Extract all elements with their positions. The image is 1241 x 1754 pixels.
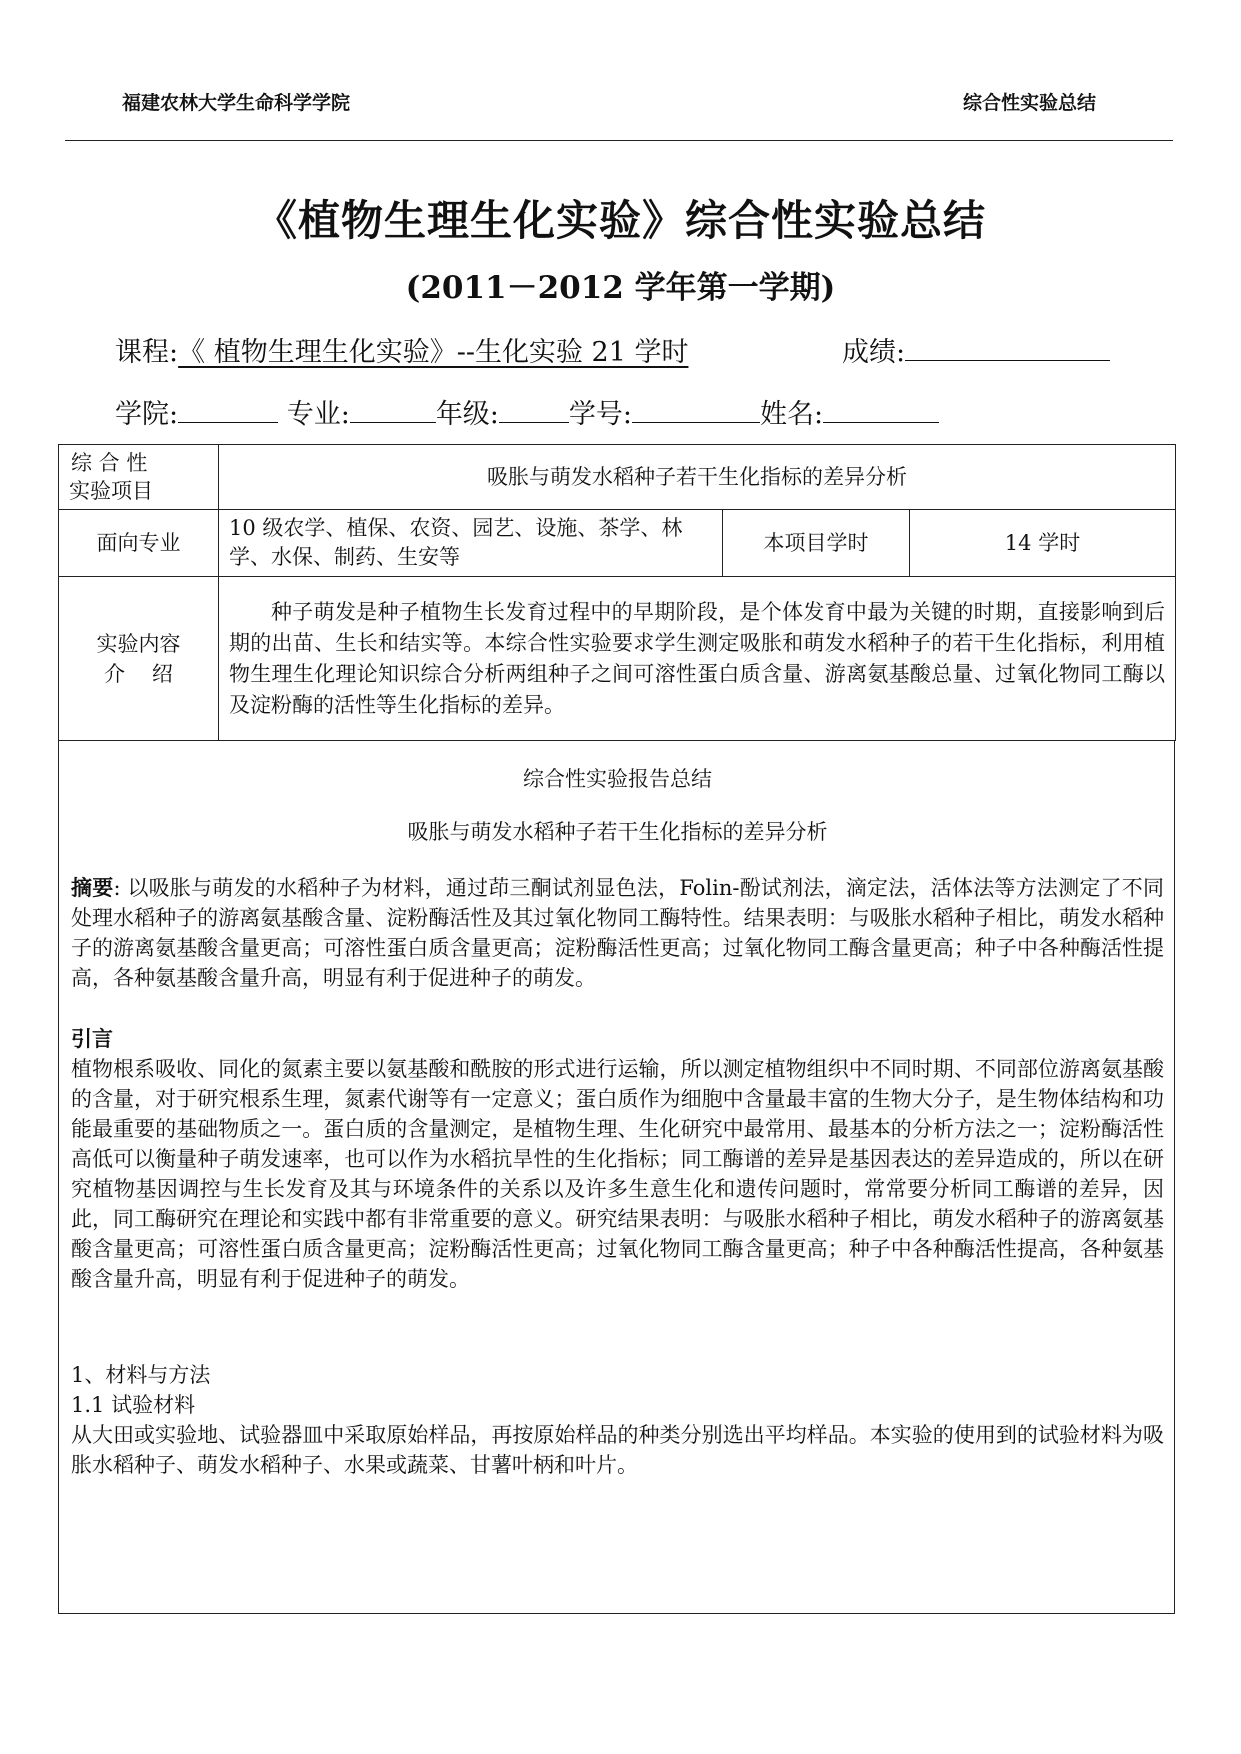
student-id-blank[interactable] <box>632 394 760 423</box>
major-blank[interactable] <box>350 394 436 423</box>
hours-value: 14 学时 <box>910 510 1176 577</box>
intro-text: 植物根系吸收、同化的氮素主要以氨基酸和酰胺的形式进行运输，所以测定植物组织中不同时期、不同部位游离氨基酸的含量，对于研究根系生理，氮素代谢等有一定意义；蛋白质作为细胞中含量最丰富的生物大分子，是生物体结构和功能最重要的基础物质之一。蛋白质的含量测定，是植物生理、生化研究中最常用、最基本的分析方法之一；淀粉酶活性高低可以衡量种子萌发速率，也可以作为水稻抗旱性的生化指标；同工酶谱的差异是基因表达的差异造成的，所以在研究植物基因调控与生长发育及其与环境条件的关系以及许多生意生化和遗传问题时，常常要分析同工酶谱的差异，因此，同工酶研究在理论和实践中都有非常重要的意义。研究结果表明：与吸胀水稻种子相比，萌发水稻种子的游离氨基酸含量更高；可溶性蛋白质含量更高；淀粉酶活性更高；过氧化物同工酶含量更高；种子中各种酶活性提高，各种氨基酸含量升高，明显有利于促进种子的萌发。 <box>71 1057 1164 1291</box>
report-topic: 吸胀与萌发水稻种子若干生化指标的差异分析 <box>407 820 828 844</box>
section-1-heading: 1、材料与方法 <box>71 1363 211 1387</box>
college-blank[interactable] <box>178 394 278 423</box>
major-row <box>59 510 1176 577</box>
content-row <box>59 577 1176 741</box>
grade-blank[interactable] <box>905 332 1110 361</box>
header-divider <box>65 140 1173 141</box>
report-heading: 综合性实验报告总结 <box>523 767 712 791</box>
header-institution: 福建农林大学生命科学学院 <box>122 92 351 114</box>
student-id-label: 学号: <box>568 399 633 430</box>
report-section <box>58 740 1175 1614</box>
header-doc-type: 综合性实验总结 <box>962 92 1096 114</box>
college-label: 学院: <box>115 399 179 430</box>
intro-label: 引言 <box>71 1027 113 1051</box>
content-label-cell <box>59 577 219 741</box>
year-blank[interactable] <box>499 394 569 423</box>
project-row <box>59 445 1176 510</box>
project-value: 吸胀与萌发水稻种子若干生化指标的差异分析 <box>219 445 1176 510</box>
major-label: 专业: <box>286 399 350 430</box>
info-line <box>115 392 939 431</box>
experiment-info-table <box>58 444 1176 741</box>
name-blank[interactable] <box>823 394 939 423</box>
abstract-text: : 以吸胀与萌发的水稻种子为材料，通过茚三酮试剂显色法，Folin-酚试剂法，滴定法，活体法等方法测定了不同处理水稻种子的游离氨基酸含量、淀粉酶活性及其过氧化物同工酶特性。结果表明：与吸胀水稻种子相比，萌发水稻种子的游离氨基酸含量更高；可溶性蛋白质含量更高；淀粉酶活性更高；过氧化物同工酶含量更高；种子中各种酶活性提高，各种氨基酸含量升高，明显有利于促进种子的萌发。 <box>71 876 1165 990</box>
year-label: 年级: <box>435 399 499 430</box>
document-title: 《植物生理生化实验》综合性实验总结 <box>254 196 986 245</box>
content-label-line2: 介 绍 <box>104 661 173 686</box>
project-label-line2: 实验项目 <box>69 479 153 503</box>
abstract-paragraph <box>71 873 1164 993</box>
course-line <box>115 330 688 369</box>
name-label: 姓名: <box>760 399 824 430</box>
grade-label: 成绩: <box>842 337 906 368</box>
course-value: 《 植物生理生化实验》--生化实验 21 学时 <box>178 337 689 368</box>
project-label-line1: 综 合 性 <box>71 451 148 475</box>
course-label: 课程: <box>115 337 179 368</box>
section-1-1-heading: 1.1 试验材料 <box>71 1393 196 1417</box>
document-subtitle: (2011－2012 学年第一学期) <box>405 270 836 306</box>
project-label-cell <box>59 445 219 510</box>
hours-label: 本项目学时 <box>723 510 910 577</box>
grade-line <box>842 330 1110 369</box>
content-label-line1: 实验内容 <box>96 631 181 656</box>
major-label-cell: 面向专业 <box>59 510 219 577</box>
content-value: 种子萌发是种子植物生长发育过程中的早期阶段，是个体发育中最为关键的时期，直接影响到后期的出苗、生长和结实等。本综合性实验要求学生测定吸胀和萌发水稻种子的若干生化指标，利用植物生理生化理论知识综合分析两组种子之间可溶性蛋白质含量、游离氨基酸总量、过氧化物同工酶以及淀粉酶的活性等生化指标的差异。 <box>219 577 1176 741</box>
major-value: 10 级农学、植保、农资、园艺、设施、茶学、林学、水保、制药、生安等 <box>219 510 723 577</box>
abstract-label: 摘要 <box>71 876 114 900</box>
materials-text: 从大田或实验地、试验器皿中采取原始样品，再按原始样品的种类分别选出平均样品。本实验的使用到的试验材料为吸胀水稻种子、萌发水稻种子、水果或蔬菜、甘薯叶柄和叶片。 <box>71 1423 1164 1477</box>
